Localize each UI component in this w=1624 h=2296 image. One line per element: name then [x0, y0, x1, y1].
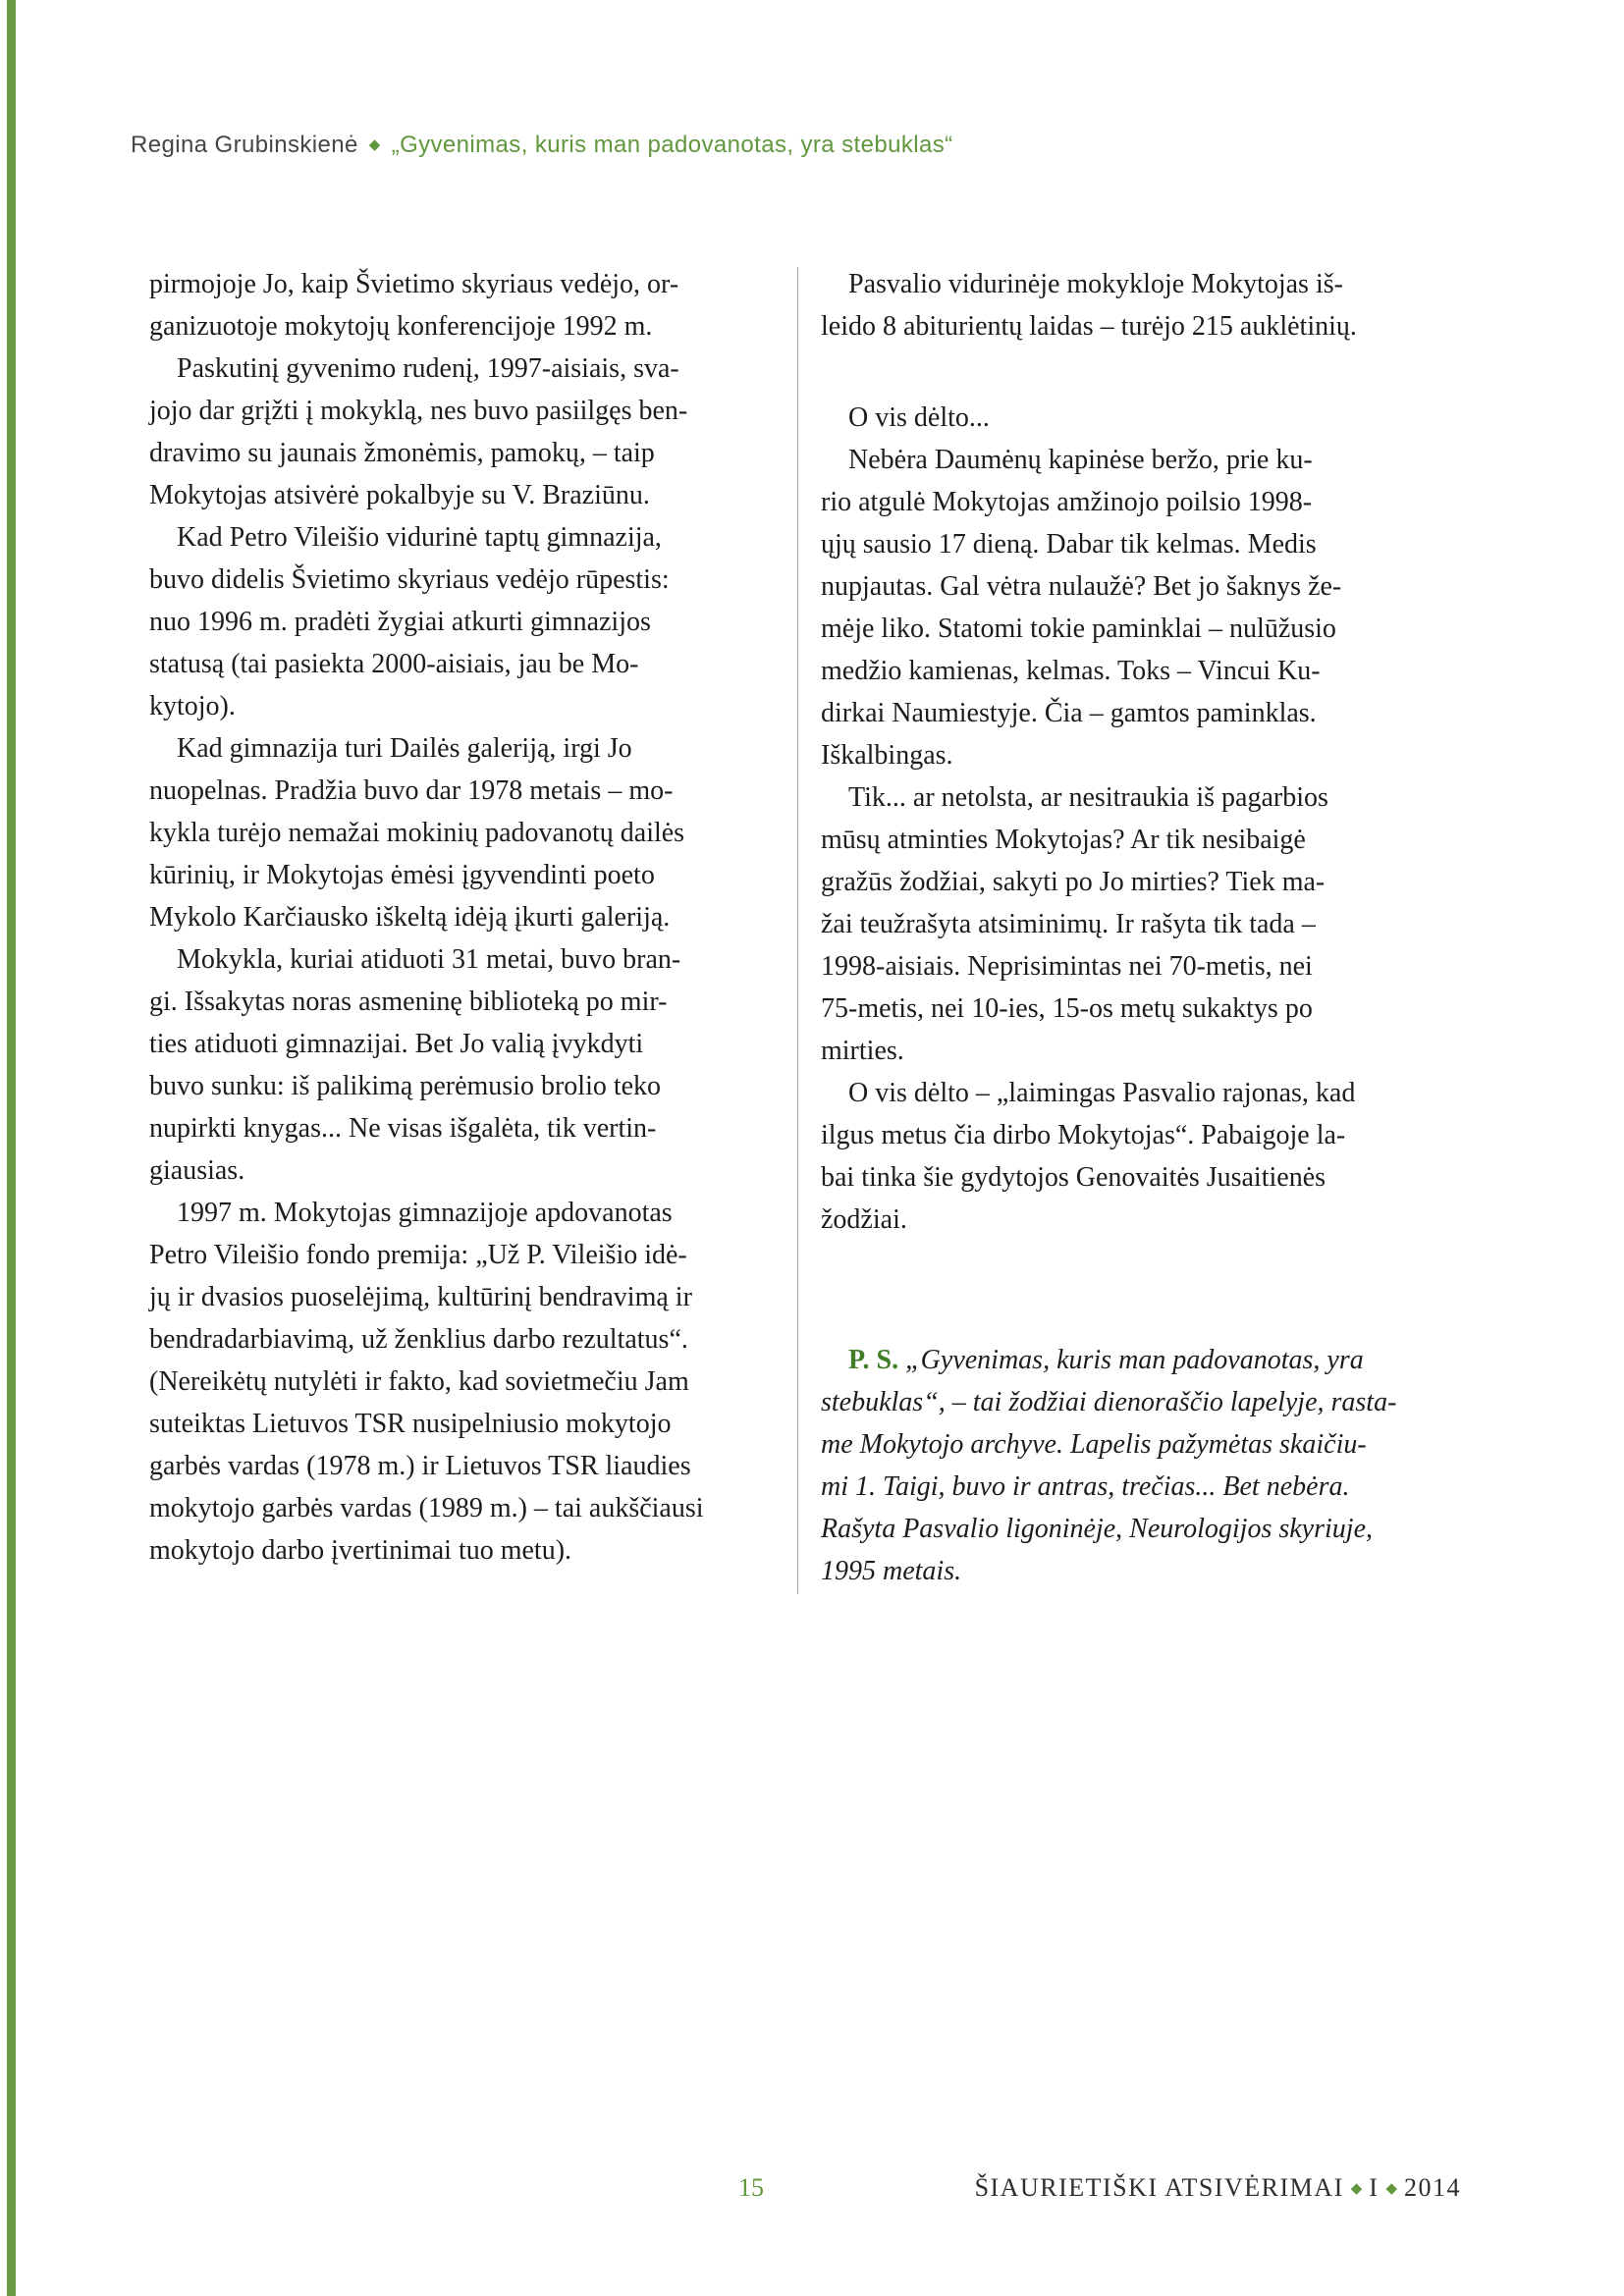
text-line: giausias. [149, 1155, 245, 1186]
text-line: mi 1. Taigi, buvo ir antras, trečias... Bet nebėra. [821, 1471, 1350, 1502]
text-line: nuo 1996 m. pradėti žygiai atkurti gimnazijos [149, 607, 651, 637]
text-line: žodžiai. [821, 1204, 907, 1235]
text-line: buvo didelis Švietimo skyriaus vedėjo rūpestis: [149, 564, 670, 595]
text-line: dirkai Naumiestyje. Čia – gamtos paminklas. [821, 698, 1317, 728]
postscript-label: P. S. [848, 1345, 899, 1375]
paragraph [149, 938, 778, 1192]
paragraph [821, 776, 1463, 1072]
text-line: Paskutinį gyvenimo rudenį, 1997-aisiais, sva- [177, 353, 679, 384]
text-line: mokytojo darbo įvertinimai tuo metu). [149, 1535, 572, 1566]
paragraph [149, 1192, 778, 1572]
diamond-separator-icon: ◆ [368, 136, 381, 153]
text-line: kūrinių, ir Mokytojas ėmėsi įgyvendinti poeto [149, 860, 655, 890]
text-line: O vis dėlto – „laimingas Pasvalio rajonas, kad [848, 1078, 1356, 1108]
text-line: statusą (tai pasiekta 2000-aisiais, jau be Mo- [149, 649, 639, 679]
paragraph [149, 727, 778, 938]
text-line: pirmojoje Jo, kaip Švietimo skyriaus vedėjo, or- [149, 269, 679, 299]
text-line: mokytojo garbės vardas (1989 m.) – tai aukščiausi [149, 1493, 704, 1523]
paragraph [149, 516, 778, 727]
text-segment: „Gyvenimas, kuris man padovanotas, yra [898, 1345, 1364, 1375]
paragraph [149, 347, 778, 516]
author-name: Regina Grubinskienė [131, 132, 358, 158]
text-line: Mokykla, kuriai atiduoti 31 metai, buvo bran- [177, 944, 681, 975]
text-line: nuopelnas. Pradžia buvo dar 1978 metais – mo- [149, 775, 674, 806]
text-line: nupirkti knygas... Ne visas išgalėta, tik vertin- [149, 1113, 657, 1144]
year: 2014 [1404, 2173, 1461, 2202]
page-number: 15 [738, 2173, 764, 2202]
issue-number: I [1369, 2173, 1380, 2202]
text-line: Tik... ar netolsta, ar nesitraukia iš pagarbios [848, 782, 1328, 813]
page-edge-green-rule [7, 0, 16, 2296]
text-line: ilgus metus čia dirbo Mokytojas“. Pabaigoje la- [821, 1120, 1346, 1150]
text-line: buvo sunku: iš palikimą perėmusio brolio teko [149, 1071, 662, 1101]
text-line: Nebėra Daumėnų kapinėse beržo, prie ku- [848, 445, 1313, 475]
text-line: gražūs žodžiai, sakyti po Jo mirties? Tiek ma- [821, 867, 1326, 897]
paragraph [821, 1339, 1463, 1592]
text-line: Rašyta Pasvalio ligoninėje, Neurologijos skyriuje, [821, 1514, 1373, 1544]
paragraph [821, 397, 1463, 439]
text-line: nupjautas. Gal vėtra nulaužė? Bet jo šaknys že- [821, 571, 1342, 602]
text-line: rio atgulė Mokytojas amžinojo poilsio 1998- [821, 487, 1313, 517]
text-line: Petro Vileišio fondo premija: „Už P. Vileišio idė- [149, 1240, 687, 1270]
left-text-column [149, 263, 778, 1572]
text-line: jų ir dvasios puoselėjimą, kultūrinį bendravimą ir [149, 1282, 692, 1312]
journal-title-line [975, 2173, 1461, 2203]
text-line: 75-metis, nei 10-ies, 15-os metų sukaktys po [821, 993, 1313, 1024]
paragraph [821, 263, 1463, 347]
text-line: 1995 metais. [821, 1556, 962, 1586]
text-line: 1997 m. Mokytojas gimnazijoje apdovanotas [177, 1198, 673, 1228]
text-line: gi. Išsakytas noras asmeninę biblioteką po mir- [149, 987, 668, 1017]
paragraph [149, 263, 778, 347]
column-divider-rule [797, 267, 798, 1594]
diamond-separator-icon: ◆ [1385, 2181, 1397, 2197]
text-line: suteiktas Lietuvos TSR nusipelniusio mokytojo [149, 1409, 672, 1439]
page-header [131, 132, 953, 159]
text-line: medžio kamienas, kelmas. Toks – Vincui Ku- [821, 656, 1321, 686]
text-line: mėje liko. Statomi tokie paminklai – nulūžusio [821, 614, 1336, 644]
text-line: garbės vardas (1978 m.) ir Lietuvos TSR liaudies [149, 1451, 691, 1481]
text-line: bendradarbiavimą, už ženklius darbo rezultatus“. [149, 1324, 688, 1355]
text-line: ties atiduoti gimnazijai. Bet Jo valią įvykdyti [149, 1029, 644, 1059]
text-line: Kad Petro Vileišio vidurinė taptų gimnazija, [177, 522, 662, 553]
text-line: bai tinka šie gydytojos Genovaitės Jusaitienės [821, 1162, 1326, 1193]
text-line: Pasvalio vidurinėje mokykloje Mokytojas iš- [848, 269, 1343, 299]
text-line: kykla turėjo nemažai mokinių padovanotų dailės [149, 818, 685, 848]
text-line: mirties. [821, 1036, 904, 1066]
text-line: O vis dėlto... [848, 402, 990, 433]
text-line: me Mokytojo archyve. Lapelis pažymėtas skaičiu- [821, 1429, 1367, 1460]
page-footer [0, 2173, 1624, 2216]
text-line: stebuklas“, – tai žodžiai dienoraščio lapelyje, rasta- [821, 1387, 1397, 1417]
text-line: 1998-aisiais. Neprisimintas nei 70-metis, nei [821, 951, 1313, 982]
text-line: mūsų atminties Mokytojas? Ar tik nesibaigė [821, 825, 1306, 855]
text-line: žai teužrašyta atsiminimų. Ir rašyta tik tada – [821, 909, 1316, 939]
text-line: dravimo su jaunais žmonėmis, pamokų, – taip [149, 438, 655, 468]
text-line: Mykolo Karčiausko iškeltą idėją įkurti galeriją. [149, 902, 671, 933]
text-line: (Nereikėtų nutylėti ir fakto, kad sovietmečiu Jam [149, 1366, 689, 1397]
diamond-separator-icon: ◆ [1350, 2181, 1363, 2197]
text-line: ųjų sausio 17 dieną. Dabar tik kelmas. Medis [821, 529, 1317, 560]
text-line: Iškalbingas. [821, 740, 953, 771]
text-line: kytojo). [149, 691, 236, 721]
journal-title: ŠIAURIETIŠKI ATSIVĖRIMAI [974, 2173, 1344, 2202]
text-line: Kad gimnazija turi Dailės galeriją, irgi Jo [177, 733, 632, 764]
article-title-quote: „Gyvenimas, kuris man padovanotas, yra stebuklas“ [391, 132, 953, 158]
text-line: leido 8 abiturientų laidas – turėjo 215 auklėtinių. [821, 311, 1357, 342]
paragraph [821, 1072, 1463, 1241]
text-line: jojo dar grįžti į mokyklą, nes buvo pasiilgęs ben- [149, 396, 688, 426]
text-line: ganizuotoje mokytojų konferencijoje 1992 m. [149, 311, 653, 342]
right-text-column [821, 263, 1463, 1592]
paragraph [821, 439, 1463, 776]
text-line: Mokytojas atsivėrė pokalbyje su V. Braziūnu. [149, 480, 650, 510]
text-line [821, 1339, 1463, 1381]
